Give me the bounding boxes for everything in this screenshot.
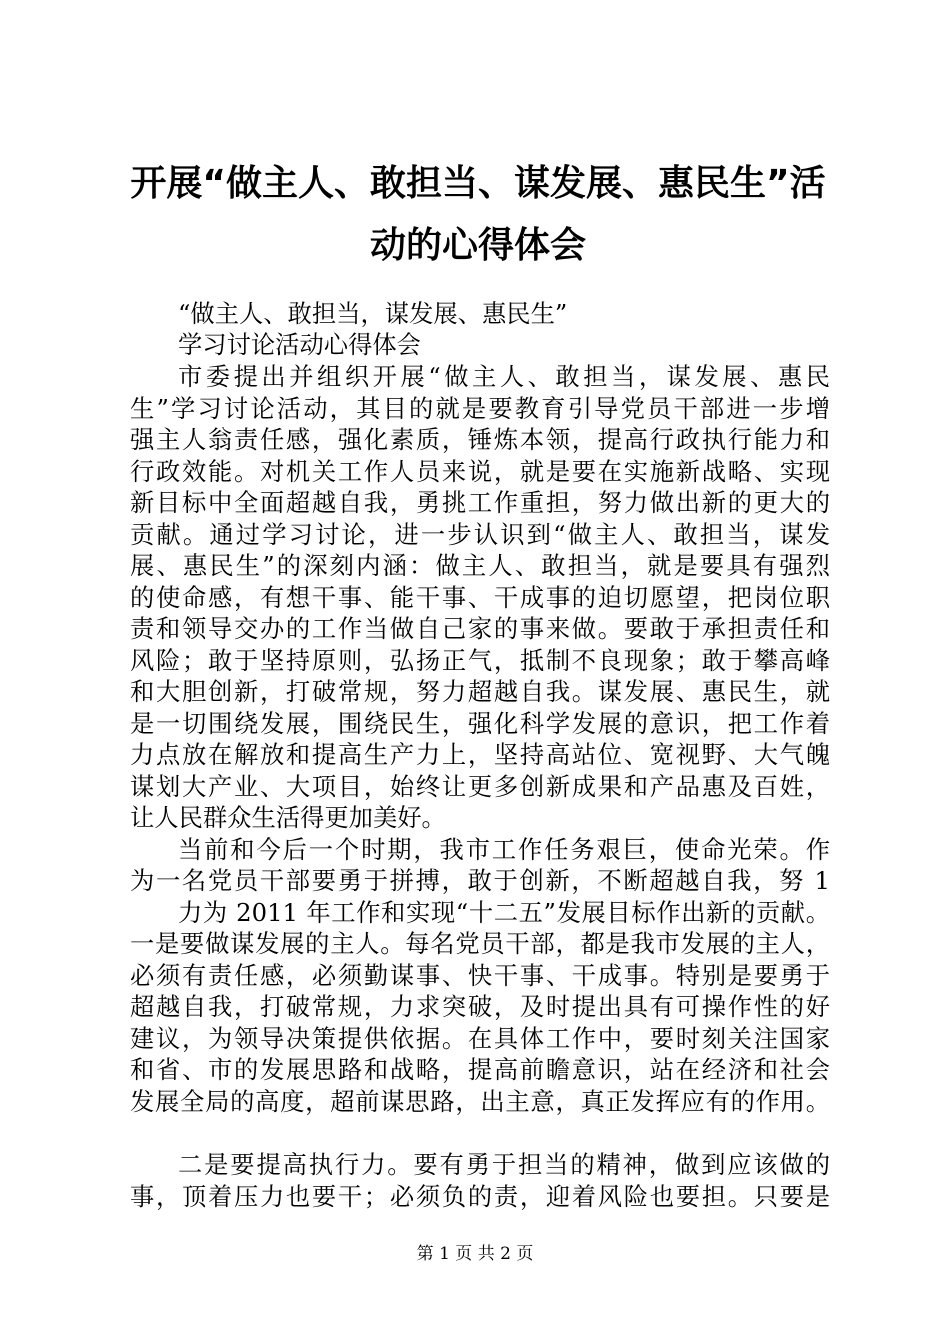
- body-line: 事，顶着压力也要干；必须负的责，迎着风险也要担。只要是: [130, 1182, 830, 1211]
- body-line: 展、惠民生”的深刻内涵：做主人、敢担当，就是要具有强烈: [130, 551, 830, 580]
- body-line: 生”学习讨论活动，其目的就是要教育引导党员干部进一步增: [130, 394, 830, 423]
- body-line: 超越自我，打破常规，力求突破，及时提出具有可操作性的好: [130, 992, 830, 1021]
- body-line: 力为 2011 年工作和实现“十二五”发展目标作出新的贡献。: [178, 898, 830, 927]
- body-line: 必须有责任感，必须勤谋事、快干事、干成事。特别是要勇于: [130, 961, 830, 990]
- page-footer: 第 1 页 共 2 页: [416, 1244, 534, 1264]
- body-line: 责和领导交办的工作当做自己家的事来做。要敢于承担责任和: [130, 614, 830, 643]
- body-line: 强主人翁责任感，强化素质，锤炼本领，提高行政执行能力和: [130, 425, 830, 454]
- subtitle-line-1: “做主人、敢担当，谋发展、惠民生”: [178, 299, 568, 328]
- body-line: 力点放在解放和提高生产力上，坚持高站位、宽视野、大气魄: [130, 740, 830, 769]
- body-line: 当前和今后一个时期，我市工作任务艰巨，使命光荣。作: [178, 835, 830, 864]
- body-line: 和大胆创新，打破常规，努力超越自我。谋发展、惠民生，就: [130, 677, 830, 706]
- body-line: 谋划大产业、大项目，始终让更多创新成果和产品惠及百姓，: [130, 772, 830, 801]
- body-line: 贡献。通过学习讨论，进一步认识到“做主人、敢担当，谋发: [130, 520, 830, 549]
- body-line: 行政效能。对机关工作人员来说，就是要在实施新战略、实现: [130, 457, 830, 486]
- body-line: 建议，为领导决策提供依据。在具体工作中，要时刻关注国家: [130, 1024, 830, 1053]
- body-line: 是一切围绕发展，围绕民生，强化科学发展的意识，把工作着: [130, 709, 830, 738]
- body-line: 和省、市的发展思路和战略，提高前瞻意识，站在经济和社会: [130, 1055, 830, 1084]
- body-line: 的使命感，有想干事、能干事、干成事的迫切愿望，把岗位职: [130, 583, 830, 612]
- body-line: 让人民群众生活得更加美好。: [130, 803, 446, 832]
- subtitle-line-2: 学习讨论活动心得体会: [178, 330, 421, 359]
- body-line: 二是要提高执行力。要有勇于担当的精神，做到应该做的: [178, 1150, 830, 1179]
- body-line: 为一名党员干部要勇于拼搏，敢于创新，不断超越自我，努 1: [130, 866, 830, 895]
- body-line: 发展全局的高度，超前谋思路，出主意，真正发挥应有的作用。: [130, 1087, 830, 1116]
- body-line: 市委提出并组织开展“做主人、敢担当，谋发展、惠民: [178, 362, 830, 391]
- body-line: 新目标中全面超越自我，勇挑工作重担，努力做出新的更大的: [130, 488, 830, 517]
- body-line: 一是要做谋发展的主人。每名党员干部，都是我市发展的主人，: [130, 929, 830, 958]
- document-title-line-2: 动的心得体会: [369, 225, 586, 266]
- document-title-line-1: 开展“做主人、敢担当、谋发展、惠民生”活: [130, 163, 826, 204]
- body-line: 风险；敢于坚持原则，弘扬正气，抵制不良现象；敢于攀高峰: [130, 646, 830, 675]
